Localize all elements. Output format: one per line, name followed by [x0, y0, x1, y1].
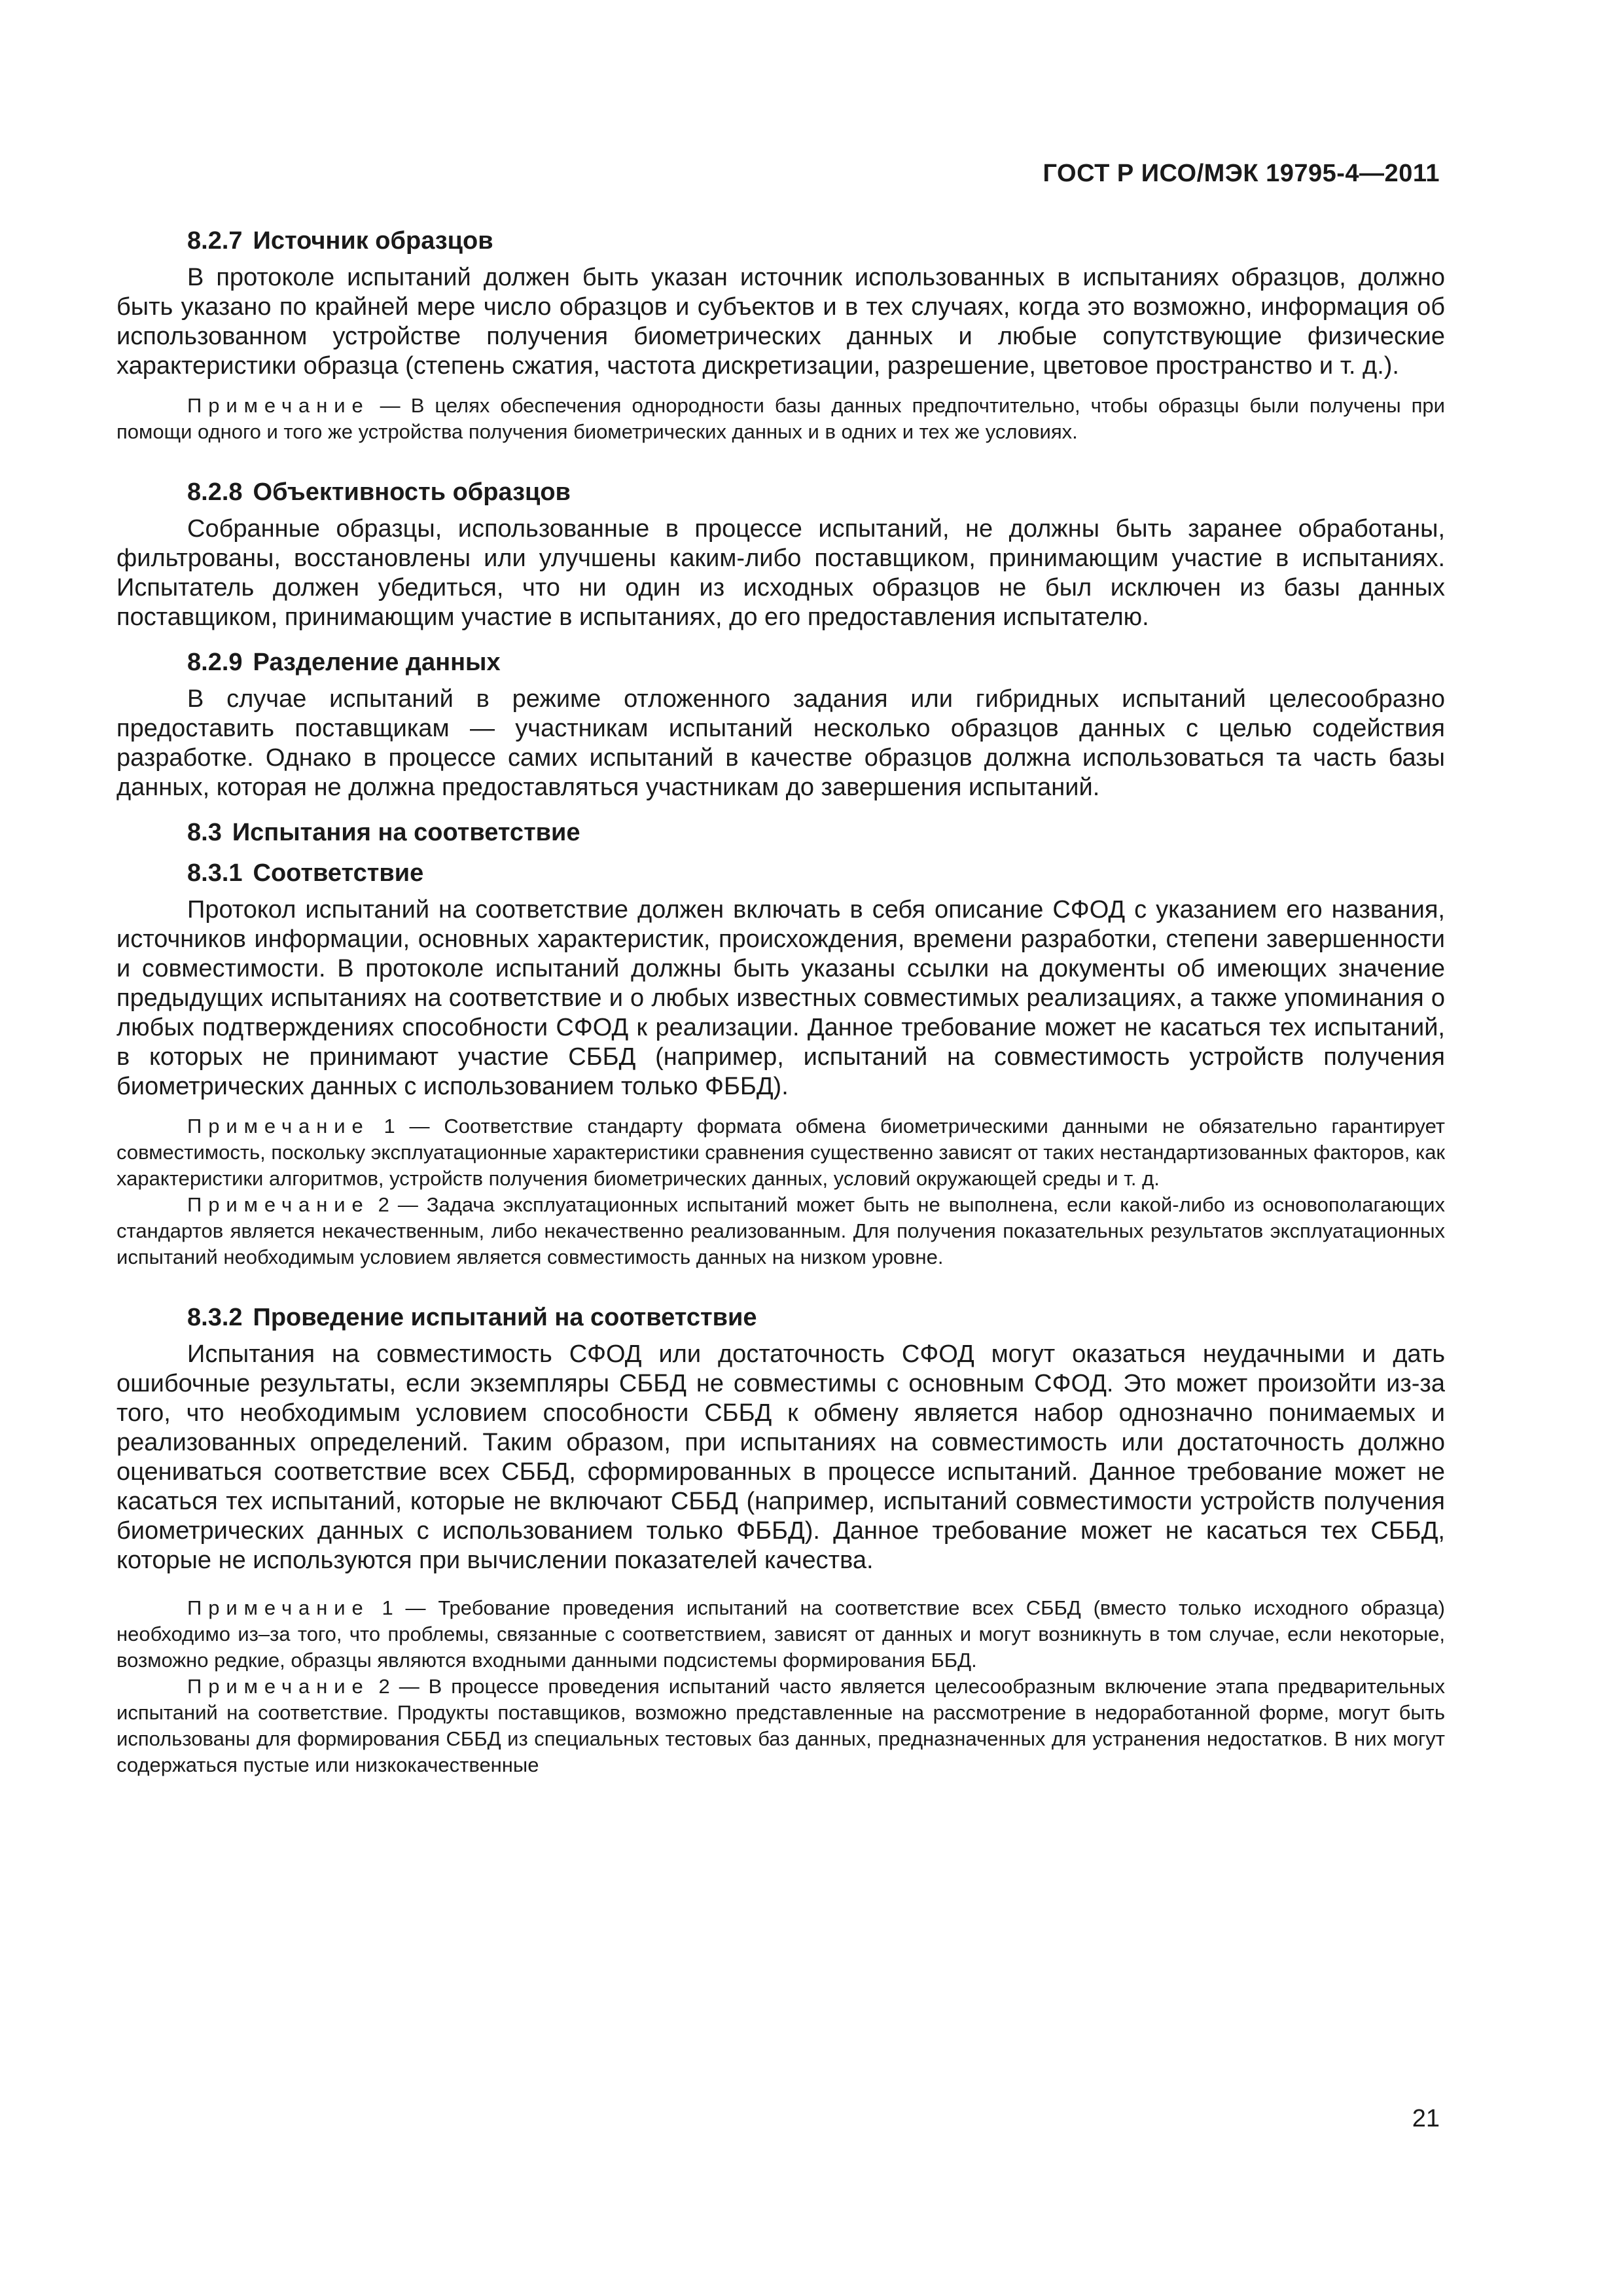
- note: [116, 393, 1445, 445]
- section-number: 8.2.8: [187, 478, 243, 506]
- section-title: Источник образцов: [253, 227, 493, 255]
- note-text: 1 — Соответствие стандарту формата обмена биометрическими данными не обязательно гарантирует совместимость, поскольку эксплуатационные характеристики сравнения существенно зависят от таких нестандартизованных факторов, как характеристики алгоритмов, устройств получения биометрических данных, условий окружающей среды и т. д.: [116, 1115, 1445, 1190]
- paragraph: Протокол испытаний на соответствие должен включать в себя описание СФОД с указанием его названия, источников информации, основных характеристик, происхождения, времени разработки, степени завершенности и совместимости. В протоколе испытаний должны быть указаны ссылки на документы об имеющих значение предыдущих испытаниях на соответствие и о любых известных совместимых реализациях, а также упоминания о любых подтверждениях способности СФОД к реализации. Данное требование может не касаться тех испытаний, в которых не принимают участие СББД (например, испытаний на совместимость устройств получения биометрических данных с использованием только ФББД).: [116, 896, 1445, 1100]
- document-header: ГОСТ Р ИСО/МЭК 19795-4—2011: [1043, 160, 1440, 187]
- section-heading-8-3-2: [116, 1299, 1445, 1336]
- note-label: Примечание: [187, 1675, 370, 1698]
- section-title: Объективность образцов: [253, 478, 571, 506]
- page-number: 21: [1412, 2105, 1440, 2132]
- section-number: 8.2.7: [187, 227, 243, 255]
- note-label: Примечание: [187, 1115, 370, 1138]
- section-heading-8-2-7: [116, 223, 1445, 259]
- note-text: 2 — Задача эксплуатационных испытаний может быть не выполнена, если какой-либо из основополагающих стандартов является некачественным, либо некачественно реализованным. Для получения показательных результатов эксплуатационных испытаний необходимым условием является совместимость данных на низком уровне.: [116, 1193, 1445, 1268]
- paragraph: В случае испытаний в режиме отложенного задания или гибридных испытаний целесообразно предоставить поставщикам — участникам испытаний несколько образцов данных с целью содействия разработке. Однако в процессе самих испытаний в качестве образцов должна использоваться та часть базы данных, которая не должна предоставляться участникам до завершения испытаний.: [116, 685, 1445, 801]
- paragraph: Собранные образцы, использованные в процессе испытаний, не должны быть заранее обработаны, фильтрованы, восстановлены или улучшены каким-либо поставщиком, принимающим участие в испытаниях. Испытатель должен убедиться, что ни один из исходных образцов не был исключен из базы данных поставщиком, принимающим участие в испытаниях, до его предоставления испытателю.: [116, 515, 1445, 631]
- note-text: 1 — Требование проведения испытаний на соответствие всех СББД (вместо только исходного образца) необходимо из–за того, что проблемы, связанные с соответствием, зависят от данных и могут возникнуть в том случае, если некоторые, возможно редкие, образцы являются входными данными подсистемы формирования ББД.: [116, 1596, 1445, 1672]
- note-label: Примечание: [187, 1193, 370, 1216]
- note-1: [116, 1113, 1445, 1192]
- section-number: 8.3: [187, 819, 222, 846]
- section-title: Испытания на соответствие: [232, 819, 580, 846]
- note-2: [116, 1674, 1445, 1778]
- section-title: Соответствие: [253, 859, 424, 887]
- section-number: 8.3.2: [187, 1304, 243, 1331]
- paragraph: В протоколе испытаний должен быть указан источник использованных в испытаниях образцов, должно быть указано по крайней мере число образцов и субъектов и в тех случаях, когда это возможно, информация об использованном устройстве получения биометрических данных и любые сопутствующие физические характеристики образца (степень сжатия, частота дискретизации, разрешение, цветовое пространство и т. д.).: [116, 264, 1445, 380]
- note-1: [116, 1595, 1445, 1674]
- section-number: 8.3.1: [187, 859, 243, 887]
- note-label: Примечание: [187, 1596, 370, 1619]
- section-heading-8-2-8: [116, 474, 1445, 511]
- section-heading-8-3: [116, 814, 1445, 851]
- note-2: [116, 1192, 1445, 1270]
- note-label: Примечание: [187, 394, 370, 417]
- section-number: 8.2.9: [187, 649, 243, 676]
- note-text: 2 — В процессе проведения испытаний часто является целесообразным включение этапа предварительных испытаний на соответствие. Продукты поставщиков, возможно представленные на рассмотрение в недоработанной форме, могут быть использованы для формирования СББД из специальных тестовых баз данных, предназначенных для устранения недостатков. В них могут содержаться пустые или низкокачественные: [116, 1675, 1445, 1776]
- section-title: Проведение испытаний на соответствие: [253, 1304, 757, 1331]
- paragraph: Испытания на совместимость СФОД или достаточность СФОД могут оказаться неудачными и дать ошибочные результаты, если экземпляры СББД не совместимы с основным СФОД. Это может произойти из-за того, что необходимым условием способности СББД к обмену является набор однозначно понимаемых и реализованных определений. Таким образом, при испытаниях на совместимость или достаточность должно оцениваться соответствие всех СББД, сформированных в процессе испытаний. Данное требование может не касаться тех испытаний, которые не включают СББД (например, испытаний совместимости устройств получения биометрических данных с использованием только ФББД). Данное требование может не касаться тех СББД, которые не используются при вычислении показателей качества.: [116, 1340, 1445, 1574]
- section-heading-8-3-1: [116, 855, 1445, 891]
- section-heading-8-2-9: [116, 644, 1445, 681]
- document-body: [116, 223, 1445, 1778]
- note-text: — В целях обеспечения однородности базы данных предпочтительно, чтобы образцы были получены при помощи одного и того же устройства получения биометрических данных и в одних и тех же условиях.: [116, 394, 1445, 443]
- section-title: Разделение данных: [253, 649, 501, 676]
